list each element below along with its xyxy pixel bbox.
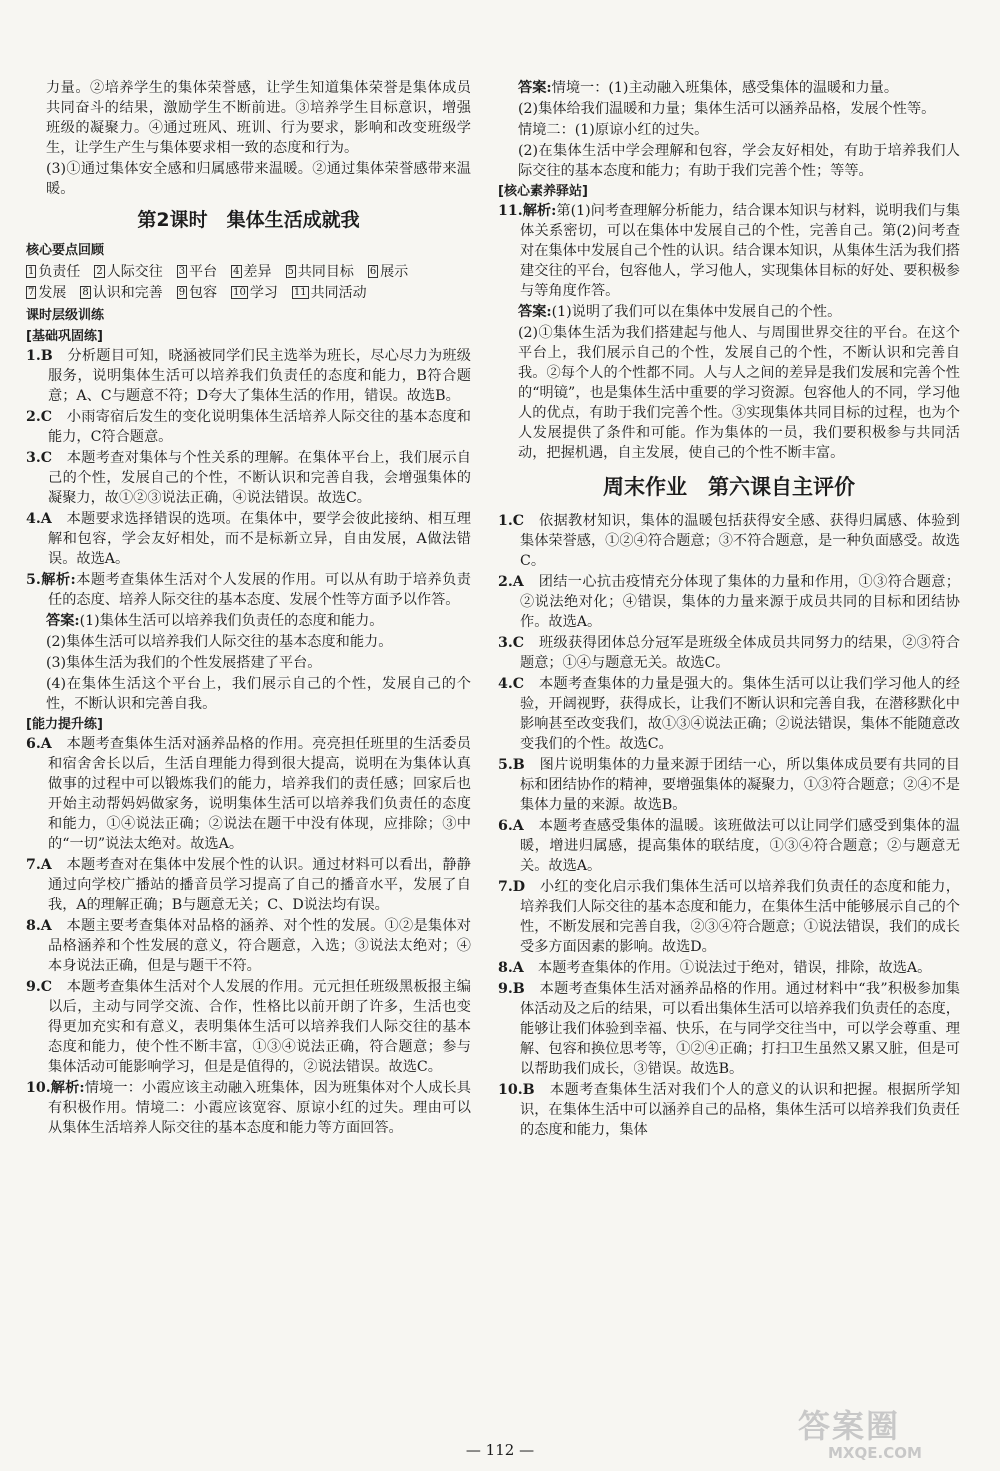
watermark-text: 答案圈 <box>798 1407 901 1445</box>
weekend-title: 周末作业 第六课自主评价 <box>603 475 855 499</box>
key-point: 2 人际交往 <box>96 264 163 280</box>
answer-line: (4)在集体生活这个平台上，我们展示自己的个性，发展自己的个性，不断认识和完善自我。 <box>46 676 471 712</box>
lesson-title: 第2课时 集体生活成就我 <box>137 209 360 231</box>
question-item: 5.解析:本题考查集体生活对个人发展的作用。可以从有助于培养负责任的态度、培养人际交往的基本态度、发展个性等方面予以作答。 <box>26 572 471 608</box>
answer-line: 答案:情境一：(1)主动融入班集体，感受集体的温暖和力量。 <box>518 80 899 96</box>
question-item: 4.A 本题要求选择错误的选项。在集体中，要学会彼此接纳、相互理解和包容，学会友好相处，而不是标新立异，自由发展，A做法错误。故选A。 <box>26 511 471 567</box>
ability-heading: [能力提升练] <box>26 717 103 732</box>
question-item: 2.C 小雨寄宿后发生的变化说明集体生活培养人际交往的基本态度和能力，C符合题意。 <box>26 409 471 445</box>
answer-line: 情境二：(1)原谅小红的过失。 <box>518 122 709 138</box>
answer-line: 答案:(1)说明了我们可以在集体中发展自己的个性。 <box>518 304 842 320</box>
key-point: 5 共同目标 <box>287 264 354 280</box>
key-point: 1 负责任 <box>28 264 81 280</box>
question-item: 8.A 本题主要考查集体对品格的涵养、对个性的发展。①②是集体对品格涵养和个性发展的意义，符合题意，入选；③说法太绝对；④本身说法正确，但是与题干不符。 <box>26 918 471 974</box>
question-item: 8.A 本题考查集体的作用。①说法过于绝对，错误，排除，故选A。 <box>498 960 932 976</box>
answer-line: (2)在集体生活中学会理解和包容，学会友好相处，有助于培养我们人际交往的基本态度和能力；有助于我们完善个性；等等。 <box>518 143 960 179</box>
key-point: 3 平台 <box>178 264 218 280</box>
answer-line: (2)集体给我们温暖和力量；集体生活可以涵养品格，发展个性等。 <box>518 101 936 117</box>
watermark-url: MXQE.COM <box>828 1444 922 1462</box>
answer-line: (3)集体生活为我们的个性发展搭建了平台。 <box>46 655 322 671</box>
answer-line: 答案:(1)集体生活可以培养我们负责任的态度和能力。 <box>46 613 384 629</box>
basic-heading: [基础巩固练] <box>26 329 103 344</box>
intro-paragraph: 力量。②培养学生的集体荣誉感，让学生知道集体荣誉是集体成员共同奋斗的结果，激励学生不断前进。③培养学生目标意识，增强班级的凝聚力。④通过班风、班训、行为要求，影响和改变班级学生，让学生产生与集体要求相一致的态度和行为。 <box>46 80 471 156</box>
question-item: 9.B 本题考查集体生活对涵养品格的作用。通过材料中“我”积极参加集体活动及之后的结果，可以看出集体生活可以培养我们负责任的态度，能够让我们体验到幸福、快乐，在与同学交往当中，可以学会尊重、理解、包容和换位思考等，①②④正确；打扫卫生虽然又累又脏，但是可以帮助我们成长，③错误。故选B。 <box>498 981 960 1077</box>
training-heading: 课时层级训练 <box>26 308 105 323</box>
key-point: 8 认识和完善 <box>82 285 163 301</box>
answer-line: (2)集体生活可以培养我们人际交往的基本态度和能力。 <box>46 634 393 650</box>
question-item: 3.C 班级获得团体总分冠军是班级全体成员共同努力的结果，②③符合题意；①④与题意无关。故选C。 <box>498 635 960 671</box>
key-point: 4 差异 <box>233 264 272 280</box>
question-item: 7.A 本题考查对在集体中发展个性的认识。通过材料可以看出，静静通过向学校广播站的播音员学习提高了自己的播音水平，发展了自我，A的理解正确；B与题意无关；C、D说法均有误。 <box>26 857 471 913</box>
review-heading: 核心要点回顾 <box>26 243 105 258</box>
key-point: 11 共同活动 <box>293 285 367 301</box>
question-item: 10.B 本题考查集体生活对我们个人的意义的认识和把握。根据所学知识，在集体生活中可以涵养自己的品格，集体生活可以培养我们负责任的态度和能力，集体 <box>498 1082 960 1138</box>
question-item: 2.A 团结一心抗击疫情充分体现了集体的力量和作用，①③符合题意；②说法绝对化；④错误，集体的力量来源于成员共同的目标和团结协作。故选A。 <box>498 574 960 630</box>
key-point: 10 学习 <box>233 285 278 301</box>
left-column <box>26 78 471 1139</box>
question-item: 4.C 本题考查集体的力量是强大的。集体生活可以让我们学习他人的经验，开阔视野，获得成长，让我们不断认识和完善自我，在潜移默化中影响甚至改变我们，故①③④说法正确；②说法错误，集体不能随意改变我们的个性。故选C。 <box>498 676 960 752</box>
key-point: 6 展示 <box>369 264 409 280</box>
core-heading: [核心素养驿站] <box>498 184 588 199</box>
question-item: 11.解析:第(1)问考查理解分析能力，结合课本知识与材料，说明我们与集体关系密切，可以在集体中发展自己的个性，完善自己。第(2)问考查对在集体中发展自己个性的认识。结合课本知识，从集体生活为我们搭建交往的平台，包容他人，学习他人，实现集体目标的好处、要积极参与等角度作答。 <box>498 203 961 299</box>
page-number: — 112 — <box>465 1441 535 1459</box>
question-item: 9.C 本题考查集体生活对个人发展的作用。元元担任班级黑板报主编以后，主动与同学交流、合作，性格比以前开朗了许多，生活也变得更加充实和有意义，表明集体生活可以培养我们人际交往的基本态度和能力，使个性不断丰富，①③④说法正确，符合题意；参与集体活动可能影响学习，但是是值得的，②说法错误。故选C。 <box>26 979 471 1075</box>
question-item: 5.B 图片说明集体的力量来源于团结一心，所以集体成员要有共同的目标和团结协作的精神，要增强集体的凝聚力，①③符合题意；②④不是集体力量的来源。故选B。 <box>498 757 960 813</box>
question-item: 7.D 小红的变化启示我们集体生活可以培养我们负责任的态度和能力，培养我们人际交往的基本态度和能力，在集体生活中能够展示自己的个性，不断发展和完善自我，②③④符合题意；①说法错误，我们的成长受多方面因素的影响。故选D。 <box>498 879 960 955</box>
intro-paragraph: (3)①通过集体安全感和归属感带来温暖。②通过集体荣誉感带来温暖。 <box>46 161 471 197</box>
question-item: 3.C 本题考查对集体与个性关系的理解。在集体平台上，我们展示自己的个性，发展自己的个性，不断认识和完善自我，会增强集体的凝聚力，故①②③说法正确，④说法错误。故选C。 <box>26 450 471 506</box>
question-item: 6.A 本题考查感受集体的温暖。该班做法可以让同学们感受到集体的温暖，增进归属感，提高集体的联结度，①③④符合题意；②与题意无关。故选A。 <box>498 818 960 874</box>
key-point: 7 发展 <box>28 285 67 301</box>
question-item: 10.解析:情境一：小霞应该主动融入班集体，因为班集体对个人成长具有积极作用。情境二：小霞应该宽容、原谅小红的过失。理由可以从集体生活培养人际交往的基本态度和能力等方面回答。 <box>26 1080 471 1136</box>
key-point: 9 包容 <box>178 285 218 301</box>
watermark-logo <box>798 1408 988 1466</box>
key-points-list <box>26 262 471 304</box>
question-item: 1.C 依据教材知识，集体的温暖包括获得安全感、获得归属感、体验到集体荣誉感，①②④符合题意；③不符合题意，是一种负面感受。故选C。 <box>498 513 960 569</box>
answer-line: (2)①集体生活为我们搭建起与他人、与周围世界交往的平台。在这个平台上，我们展示自己的个性，发展自己的个性，不断认识和完善自我。②每个人的个性都不同。人与人之间的差异是我们发展和完善个性的“明镜”，也是集体生活中重要的学习资源。包容他人的不同，学习他人的优点，有助于我们完善个性。③实现集体共同目标的过程，也为个人发展提供了条件和可能。作为集体的一员，我们要积极参与共同活动，把握机遇，自主发展，使自己的个性不断丰富。 <box>518 325 960 461</box>
question-item: 1.B 分析题目可知，晓涵被同学们民主选举为班长，尽心尽力为班级服务，说明集体生活可以培养我们负责任的态度和能力，B符合题意；A、C与题意不符；D夸大了集体生活的作用，错误。故选B。 <box>26 348 471 404</box>
question-item: 6.A 本题考查集体生活对涵养品格的作用。亮亮担任班里的生活委员和宿舍舍长以后，生活自理能力得到很大提高，说明在为集体认真做事的过程中可以锻炼我们的能力，培养我们的责任感；回家后也开始主动帮妈妈做家务，说明集体生活可以培养我们负责任的态度和能力，①④说法正确；②说法在题干中没有体现，应排除；③中的“一切”说法太绝对。故选A。 <box>26 736 471 852</box>
right-column <box>498 78 960 1141</box>
